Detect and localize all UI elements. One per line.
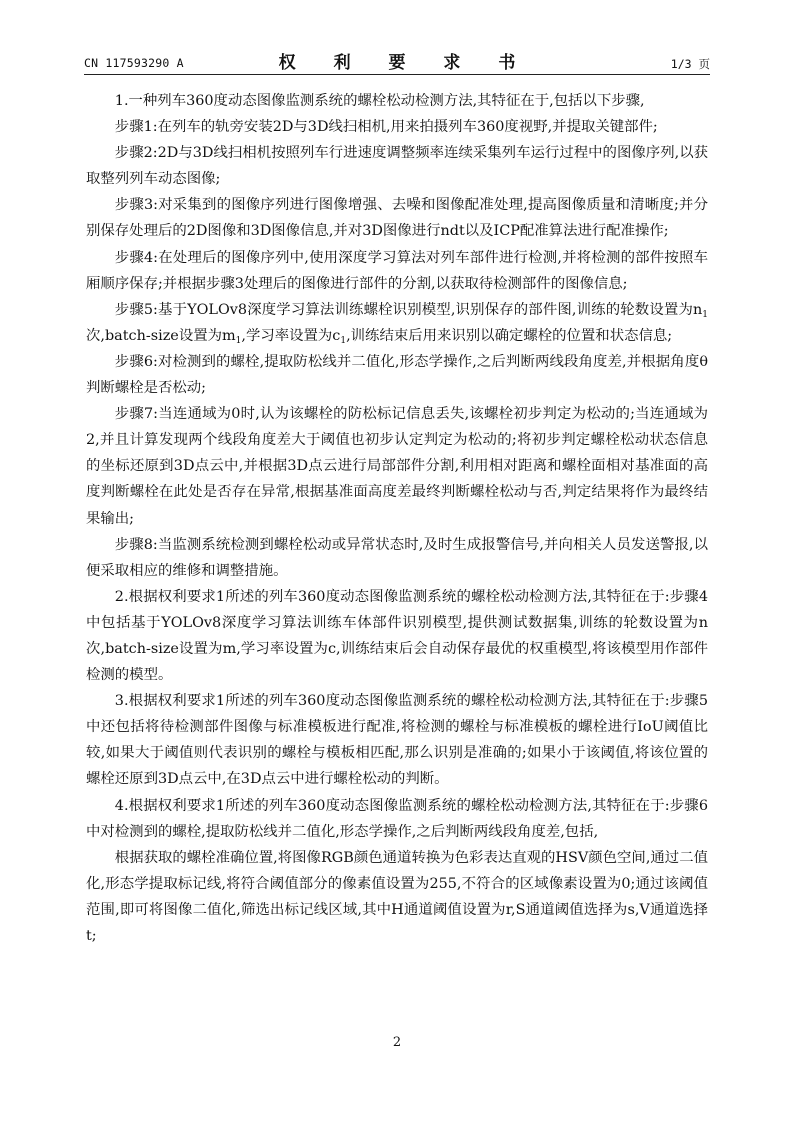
claim-1-step-2: 步骤2:2D与3D线扫相机按照列车行进速度调整频率连续采集列车运行过程中的图像序列,以获取整列列车动态图像; [86, 145, 708, 188]
publication-number: CN 117593290 A [84, 56, 184, 70]
page-header [84, 48, 710, 74]
claim-4: 4.根据权利要求1所述的列车360度动态图像监测系统的螺栓松动检测方法,其特征在于:步骤6中对检测到的螺栓,提取防松线并二值化,形态学操作,之后判断两线段角度差,包括, [86, 797, 708, 840]
step-5-subscript-m: 1 [235, 335, 242, 346]
claim-3: 3.根据权利要求1所述的列车360度动态图像监测系统的螺栓松动检测方法,其特征在于:步骤5中还包括将待检测部件图像与标准模板进行配准,将检测的螺栓与标准模板的螺栓进行IoU阈值比较,如果大于阈值则代表识别的螺栓与模板相匹配,那么识别是准确的;如果小于该阈值,将该位置的螺栓还原到3D点云中,在3D点云中进行螺栓松动的判断。 [86, 693, 708, 788]
step-5-text-b: 次,batch-size设置为m [86, 327, 236, 344]
document-title: 权 利 要 求 书 [278, 53, 532, 73]
page-number: 2 [392, 1035, 402, 1050]
claim-1-intro: 1.一种列车360度动态图像监测系统的螺栓松动检测方法,其特征在于,包括以下步骤, [114, 93, 645, 109]
claim-1-step-3: 步骤3:对采集到的图像序列进行图像增强、去噪和图像配准处理,提高图像质量和清晰度;并分别保存处理后的2D图像和3D图像信息,并对3D图像进行ndt以及ICP配准算法进行配准操作; [86, 197, 708, 240]
step-5-text-a: 步骤5:基于YOLOv8深度学习算法训练螺栓识别模型,识别保存的部件图,训练的轮数设置为n [114, 301, 703, 318]
step-5-subscript-c: 1 [340, 335, 347, 346]
header-rule [84, 74, 710, 75]
claim-4-paragraph: 根据获取的螺栓准确位置,将图像RGB颜色通道转换为色彩表达直观的HSV颜色空间,通过二值化,形态学提取标记线,将符合阈值部分的像素值设置为255,不符合的区域像素设置为0;通过该阈值范围,即可将图像二值化,筛选出标记线区域,其中H通道阈值设置为r,S通道阈值选择为s,V通道选择t; [86, 849, 708, 944]
claim-1-step-4: 步骤4:在处理后的图像序列中,使用深度学习算法对列车部件进行检测,并将检测的部件按照车厢顺序保存;并根据步骤3处理后的图像进行部件的分割,以获取待检测部件的图像信息; [86, 249, 708, 292]
claim-1-step-8: 步骤8:当监测系统检测到螺栓松动或异常状态时,及时生成报警信号,并向相关人员发送警报,以便采取相应的维修和调整措施。 [86, 536, 708, 579]
claim-1-step-6: 步骤6:对检测到的螺栓,提取防松线并二值化,形态学操作,之后判断两线段角度差,并根据角度θ判断螺栓是否松动; [86, 353, 708, 397]
claim-1-step-7: 步骤7:当连通域为0时,认为该螺栓的防松标记信息丢失,该螺栓初步判定为松动的;当连通域为2,并且计算发现两个线段角度差大于阈值也初步认定判定为松动的;将初步判定螺栓松动状态信息的坐标还原到3D点云中,并根据3D点云进行局部部件分割,利用相对距离和螺栓面相对基准面的高度判断螺栓在此处是否存在异常,根据基准面高度差最终判断螺栓松动与否,判定结果将作为最终结果输出; [86, 406, 708, 527]
step-5-subscript-n: 1 [702, 309, 708, 320]
claims-body [86, 88, 708, 949]
claim-2: 2.根据权利要求1所述的列车360度动态图像监测系统的螺栓松动检测方法,其特征在于:步骤4中包括基于YOLOv8深度学习算法训练车体部件识别模型,提供测试数据集,训练的轮数设置为n次,batch-size设置为m,学习率设置为c,训练结束后会自动保存最优的权重模型,将该模型用作部件检测的模型。 [86, 588, 708, 684]
claim-1-step-1: 步骤1:在列车的轨旁安装2D与3D线扫相机,用来拍摄列车360度视野,并提取关键部件; [114, 119, 658, 136]
step-5-text-c: ,学习率设置为c [241, 327, 341, 344]
page-counter: 1/3 页 [670, 57, 710, 71]
claim-1-step-5 [86, 297, 708, 349]
step-5-text-d: ,训练结束后用来识别以确定螺栓的位置和状态信息; [346, 327, 673, 344]
